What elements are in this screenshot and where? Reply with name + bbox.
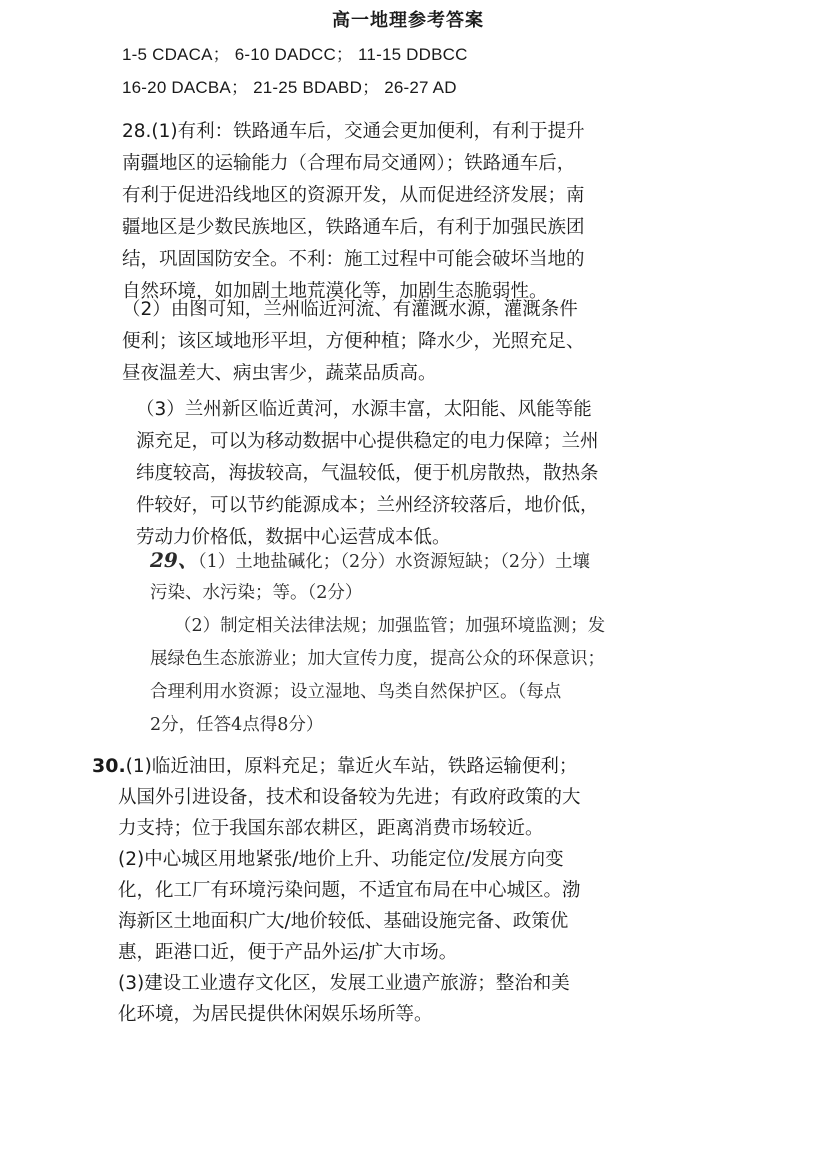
q29-line: 展绿色生态旅游业；加大宣传力度，提高公众的环保意识； bbox=[150, 649, 605, 669]
mc-answers-line-1: 1-5 CDACA； 6-10 DADCC； 11-15 DDBCC bbox=[122, 45, 468, 64]
q28-line: 疆地区是少数民族地区，铁路通车后，有利于加强民族团 bbox=[122, 217, 585, 238]
q29-line: 2分，任答4点得8分） bbox=[150, 715, 324, 735]
q28-line: 纬度较高，海拔较高，气温较低，便于机房散热，散热条 bbox=[136, 463, 599, 484]
q28-line: （2）由图可知，兰州临近河流、有灌溉水源，灌溉条件 bbox=[122, 299, 578, 320]
q28-line: 结，巩固国防安全。不利：施工过程中可能会破坏当地的 bbox=[122, 249, 585, 270]
q30-line: 海新区土地面积广大/地价较低、基础设施完备、政策优 bbox=[118, 911, 569, 932]
q29-line: 污染、水污染；等。（2分） bbox=[150, 583, 363, 603]
q28-line: 自然环境，如加剧土地荒漠化等，加剧生态脆弱性。 bbox=[122, 281, 548, 302]
q29-answer bbox=[150, 544, 605, 742]
q30-answer bbox=[92, 751, 581, 1030]
q30-line: (2)中心城区用地紧张/地价上升、功能定位/发展方向变 bbox=[118, 849, 564, 870]
q30-line: 化环境，为居民提供休闲娱乐场所等。 bbox=[118, 1004, 433, 1025]
q29-line: 合理利用水资源；设立湿地、鸟类自然保护区。（每点 bbox=[150, 682, 562, 702]
q28-part3 bbox=[136, 394, 599, 554]
q30-line: 从国外引进设备，技术和设备较为先进；有政府政策的大 bbox=[118, 787, 581, 808]
q28-line: 劳动力价格低，数据中心运营成本低。 bbox=[136, 527, 451, 548]
mc-answers-line-2: 16-20 DACBA； 21-25 BDABD； 26-27 AD bbox=[122, 78, 457, 97]
q30-text: (1)临近油田，原料充足；靠近火车站，铁路运输便利； bbox=[125, 756, 578, 777]
q28-line: 昼夜温差大、病虫害少，蔬菜品质高。 bbox=[122, 363, 437, 384]
q29-line: （2）制定相关法律法规；加强监管；加强环境监测；发 bbox=[174, 616, 606, 636]
q29-number: 29、 bbox=[150, 548, 198, 572]
q28-line: 便利；该区域地形平坦，方便种植；降水少，光照充足、 bbox=[122, 331, 585, 352]
q30-line: 化，化工厂有环境污染问题，不适宜布局在中心城区。渤 bbox=[118, 880, 581, 901]
q28-line: 件较好，可以节约能源成本；兰州经济较落后，地价低， bbox=[136, 495, 599, 516]
q28-part2 bbox=[122, 294, 585, 390]
q30-line: (3)建设工业遗存文化区，发展工业遗产旅游；整治和美 bbox=[118, 973, 570, 994]
q30-line: 惠，距港口近，便于产品外运/扩大市场。 bbox=[118, 942, 458, 963]
q28-part1 bbox=[122, 116, 585, 308]
q28-line: 28.(1)有利：铁路通车后，交通会更加便利，有利于提升 bbox=[122, 121, 585, 142]
q28-line: 源充足，可以为移动数据中心提供稳定的电力保障；兰州 bbox=[136, 431, 599, 452]
q30-line bbox=[92, 751, 581, 782]
q29-text: （1）土地盐碱化；（2分）水资源短缺；（2分）土壤 bbox=[197, 552, 590, 572]
q30-number: 30. bbox=[92, 755, 126, 777]
q28-line: （3）兰州新区临近黄河，水源丰富，太阳能、风能等能 bbox=[136, 399, 592, 420]
q28-line: 有利于促进沿线地区的资源开发，从而促进经济发展；南 bbox=[122, 185, 585, 206]
q29-line bbox=[150, 544, 605, 577]
q28-line: 南疆地区的运输能力（合理布局交通网）；铁路通车后， bbox=[122, 153, 576, 174]
q30-line: 力支持；位于我国东部农耕区，距离消费市场较近。 bbox=[118, 818, 544, 839]
page-title: 高一地理参考答案 bbox=[332, 10, 484, 31]
